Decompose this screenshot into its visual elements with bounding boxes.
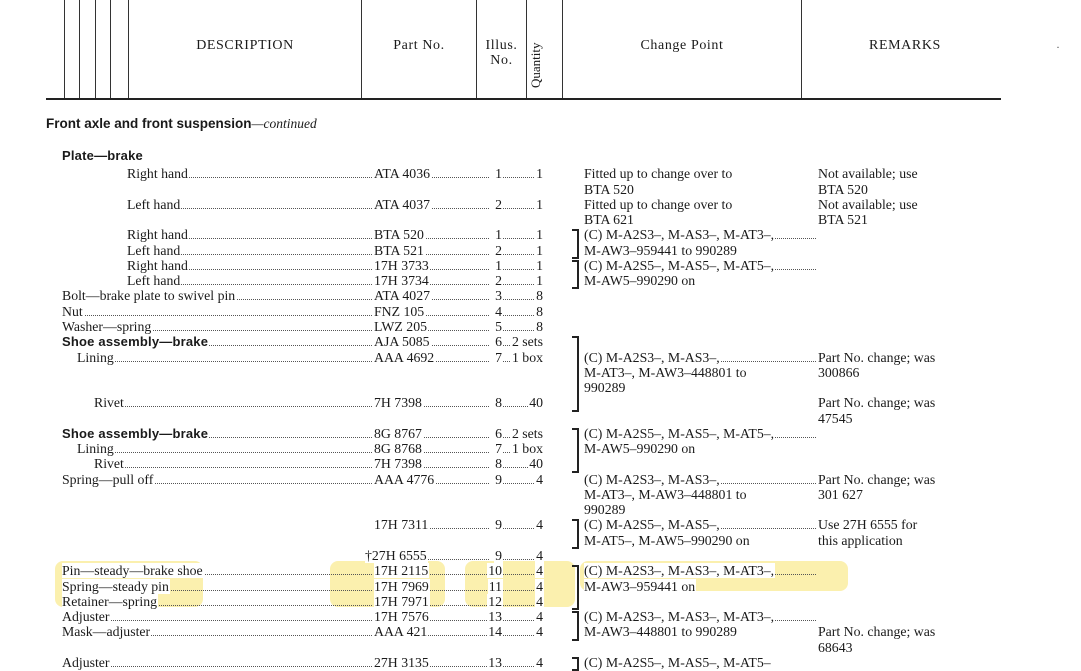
quantity-value: 8 xyxy=(536,288,543,304)
part-number: †27H 6555 xyxy=(365,548,427,564)
part-number: 27H 3135 xyxy=(374,654,429,670)
table-row xyxy=(0,350,1081,365)
description-cell: Adjuster xyxy=(62,609,110,625)
table-row xyxy=(0,258,1081,273)
remarks-text: Not available; use xyxy=(818,166,918,182)
header-quantity: Quantity xyxy=(528,42,543,88)
illus-number: 2 xyxy=(495,273,502,289)
quantity-value: 4 xyxy=(536,517,543,533)
change-point-text: (C) M-A2S3–, M-AS3–, xyxy=(584,471,720,487)
table-row xyxy=(0,243,1081,258)
column-divider xyxy=(64,0,65,98)
column-divider xyxy=(95,0,96,98)
description-cell: Left hand xyxy=(127,273,181,289)
column-divider xyxy=(128,0,129,98)
dot-leader xyxy=(66,620,372,621)
remarks-text: 47545 xyxy=(818,410,853,426)
description-cell: Adjuster xyxy=(62,654,110,670)
table-row xyxy=(0,319,1081,334)
part-number: 17H 3733 xyxy=(374,257,429,273)
part-number: 17H 7311 xyxy=(374,517,429,533)
group-bracket xyxy=(572,229,579,259)
table-row xyxy=(0,212,1081,227)
remarks-text: BTA 520 xyxy=(818,181,868,197)
part-number: 17H 3734 xyxy=(374,273,429,289)
quantity-value: 4 xyxy=(536,624,543,640)
illus-number: 2 xyxy=(495,196,502,212)
table-row xyxy=(0,517,1081,532)
part-number: 17H 7576 xyxy=(374,609,429,625)
table-header xyxy=(0,0,1081,103)
description-cell: Left hand xyxy=(127,242,181,258)
change-point-text: (C) M-A2S5–, M-AS5–, M-AT5–, xyxy=(584,257,775,273)
table-row xyxy=(0,609,1081,624)
group-bracket xyxy=(572,657,579,671)
table-row xyxy=(0,472,1081,487)
description-cell: Shoe assembly—brake xyxy=(62,425,209,441)
quantity-value: 8 xyxy=(536,303,543,319)
remarks-text: this application xyxy=(818,532,903,548)
remarks-text: 301 627 xyxy=(818,486,863,502)
change-point-text: (C) M-A2S5–, M-AS5–, xyxy=(584,517,720,533)
part-number: BTA 521 xyxy=(374,242,424,258)
table-row xyxy=(0,395,1081,410)
quantity-value: 1 xyxy=(536,196,543,212)
change-point-text: 990289 xyxy=(584,380,626,396)
description-cell: Lining xyxy=(77,349,114,365)
table-row xyxy=(0,548,1081,563)
illus-number: 1 xyxy=(495,257,502,273)
table-row xyxy=(0,182,1081,197)
change-point-text: Fitted up to change over to xyxy=(584,196,733,212)
dot-leader xyxy=(81,452,372,453)
illus-number: 9 xyxy=(495,548,502,564)
quantity-value: 2 sets xyxy=(511,425,543,441)
illus-number: 10 xyxy=(488,563,502,579)
illus-number: 13 xyxy=(488,609,502,625)
remarks-text: Part No. change; was xyxy=(818,395,936,411)
table-row xyxy=(0,456,1081,471)
change-point-text: Fitted up to change over to xyxy=(584,166,733,182)
part-number: 8G 8768 xyxy=(374,441,422,457)
description-cell: Shoe assembly—brake xyxy=(62,334,209,350)
illus-number: 5 xyxy=(495,318,502,334)
description-cell: Lining xyxy=(77,441,114,457)
part-number: AAA 4692 xyxy=(374,349,435,365)
description-cell: Nut xyxy=(62,303,83,319)
quantity-value: 1 xyxy=(536,273,543,289)
quantity-value: 1 box xyxy=(511,349,543,365)
illus-number: 9 xyxy=(495,471,502,487)
illus-number: 13 xyxy=(488,654,502,670)
header-remarks: REMARKS xyxy=(869,38,941,53)
header-part-no: Part No. xyxy=(393,38,445,53)
table-row xyxy=(0,533,1081,548)
table-row xyxy=(0,334,1081,349)
quantity-value: 1 xyxy=(536,227,543,243)
column-divider xyxy=(110,0,111,98)
change-point-text: (C) M-A2S5–, M-AS5–, M-AT5– xyxy=(584,654,771,670)
illus-number: 11 xyxy=(488,578,502,594)
part-number: 17H 7969 xyxy=(374,578,429,594)
column-divider xyxy=(79,0,80,98)
illus-number: 1 xyxy=(495,166,502,182)
illus-number: 6 xyxy=(495,425,502,441)
table-row xyxy=(0,640,1081,655)
remarks-text: 68643 xyxy=(818,639,853,655)
table-row xyxy=(0,304,1081,319)
illus-number: 14 xyxy=(488,624,502,640)
group-bracket xyxy=(572,519,579,549)
remarks-text: Use 27H 6555 for xyxy=(818,517,918,533)
remarks-text: Part No. change; was xyxy=(818,471,936,487)
remarks-text: 300866 xyxy=(818,364,860,380)
quantity-value: 1 xyxy=(536,166,543,182)
quantity-value: 4 xyxy=(536,654,543,670)
table-row xyxy=(0,227,1081,242)
quantity-value: 1 box xyxy=(511,441,543,457)
table-row xyxy=(0,288,1081,303)
remarks-text: Not available; use xyxy=(818,196,918,212)
illus-number: 9 xyxy=(495,517,502,533)
change-point-text: M-AW5–990290 on xyxy=(584,273,696,289)
dot-leader xyxy=(81,361,372,362)
table-row xyxy=(0,197,1081,212)
table-row xyxy=(0,655,1081,670)
table-row xyxy=(0,579,1081,594)
change-point-text: (C) M-A2S5–, M-AS5–, M-AT5–, xyxy=(584,425,775,441)
description-cell: Plate—brake xyxy=(62,148,143,163)
group-bracket xyxy=(572,565,579,610)
table-row xyxy=(0,148,1081,163)
description-cell: Spring—steady pin xyxy=(62,578,169,594)
description-cell: Right hand xyxy=(127,227,188,243)
change-point-text: M-AT3–, M-AW3–448801 to xyxy=(584,364,747,380)
table-row xyxy=(0,411,1081,426)
description-cell: Bolt—brake plate to swivel pin xyxy=(62,288,236,304)
change-point-text: BTA 621 xyxy=(584,212,634,228)
scan-mark: · xyxy=(1056,40,1060,54)
quantity-value: 4 xyxy=(536,548,543,564)
section-title-text: Front axle and front suspension xyxy=(46,116,252,131)
table-row xyxy=(0,441,1081,456)
change-point-text: M-AT3–, M-AW3–448801 to xyxy=(584,486,747,502)
dot-leader xyxy=(98,467,372,468)
table-row xyxy=(0,166,1081,181)
change-point-text: 990289 xyxy=(584,502,626,518)
table-row xyxy=(0,563,1081,578)
description-cell: Right hand xyxy=(127,166,188,182)
group-bracket xyxy=(572,260,579,290)
part-number: ATA 4027 xyxy=(374,288,431,304)
part-number: ATA 4036 xyxy=(374,166,431,182)
table-row xyxy=(0,487,1081,502)
illus-number: 7 xyxy=(495,349,502,365)
header-rule xyxy=(46,98,1001,100)
description-cell: Right hand xyxy=(127,257,188,273)
description-cell: Mask—adjuster xyxy=(62,624,151,640)
table-row xyxy=(0,273,1081,288)
illus-number: 7 xyxy=(495,441,502,457)
header-change-point: Change Point xyxy=(640,38,724,53)
part-number: 17H 7971 xyxy=(374,593,429,609)
description-cell: Washer—spring xyxy=(62,318,152,334)
quantity-value: 4 xyxy=(536,593,543,609)
table-row xyxy=(0,502,1081,517)
illus-number: 2 xyxy=(495,242,502,258)
dot-leader xyxy=(66,666,372,667)
change-point-text: BTA 520 xyxy=(584,181,634,197)
section-continued: —continued xyxy=(251,116,317,131)
change-point-text: (C) M-A2S3–, M-AS3–, M-AT3–, xyxy=(584,563,775,579)
table-row xyxy=(0,624,1081,639)
table-row xyxy=(0,365,1081,380)
quantity-value: 40 xyxy=(529,456,543,472)
description-cell: Rivet xyxy=(94,456,124,472)
quantity-value: 1 xyxy=(536,242,543,258)
part-number: BTA 520 xyxy=(374,227,424,243)
change-point-text: M-AT5–, M-AW5–990290 on xyxy=(584,532,750,548)
description-cell: Left hand xyxy=(127,196,181,212)
table-row xyxy=(0,594,1081,609)
part-number: 17H 2115 xyxy=(374,563,429,579)
part-number: AJA 5085 xyxy=(374,334,430,350)
change-point-text: M-AW5–990290 on xyxy=(584,441,696,457)
change-point-text: M-AW3–448801 to 990289 xyxy=(584,624,737,640)
quantity-value: 4 xyxy=(536,609,543,625)
quantity-value: 8 xyxy=(536,318,543,334)
quantity-value: 4 xyxy=(536,578,543,594)
group-bracket xyxy=(572,428,579,473)
part-number: 7H 7398 xyxy=(374,395,422,411)
section-title xyxy=(46,116,317,132)
column-divider xyxy=(526,0,527,98)
illus-number: 8 xyxy=(495,395,502,411)
change-point-text: M-AW3–959441 to 990289 xyxy=(584,242,737,258)
change-point-text: (C) M-A2S3–, M-AS3–, M-AT3–, xyxy=(584,609,775,625)
part-number: AAA 4776 xyxy=(374,471,435,487)
header-illus-no: Illus. No. xyxy=(485,38,518,68)
part-number: 8G 8767 xyxy=(374,425,422,441)
part-number: LWZ 205 xyxy=(374,318,427,334)
illus-number: 12 xyxy=(488,593,502,609)
header-description: DESCRIPTION xyxy=(196,38,294,53)
remarks-text: Part No. change; was xyxy=(818,624,936,640)
dot-leader xyxy=(98,406,372,407)
quantity-value: 4 xyxy=(536,471,543,487)
part-number: 7H 7398 xyxy=(374,456,422,472)
description-cell: Rivet xyxy=(94,395,124,411)
quantity-value: 4 xyxy=(536,563,543,579)
description-cell: Pin—steady—brake shoe xyxy=(62,563,203,579)
group-bracket xyxy=(572,611,579,641)
quantity-value: 1 xyxy=(536,257,543,273)
remarks-text: Part No. change; was xyxy=(818,349,936,365)
description-cell: Retainer—spring xyxy=(62,593,158,609)
part-number: ATA 4037 xyxy=(374,196,431,212)
quantity-value: 2 sets xyxy=(511,334,543,350)
illus-number: 3 xyxy=(495,288,502,304)
column-divider xyxy=(801,0,802,98)
table-row xyxy=(0,426,1081,441)
quantity-value: 40 xyxy=(529,395,543,411)
part-number: FNZ 105 xyxy=(374,303,425,319)
change-point-text: (C) M-A2S3–, M-AS3–, M-AT3–, xyxy=(584,227,775,243)
illus-number: 4 xyxy=(495,303,502,319)
table-row xyxy=(0,380,1081,395)
group-bracket xyxy=(572,336,579,411)
change-point-text: (C) M-A2S3–, M-AS3–, xyxy=(584,349,720,365)
description-cell: Spring—pull off xyxy=(62,471,154,487)
change-point-text: M-AW3–959441 on xyxy=(584,578,696,594)
dot-leader xyxy=(66,315,372,316)
illus-number: 8 xyxy=(495,456,502,472)
remarks-text: BTA 521 xyxy=(818,212,868,228)
illus-number: 1 xyxy=(495,227,502,243)
illus-number: 6 xyxy=(495,334,502,350)
part-number: AAA 421 xyxy=(374,624,428,640)
